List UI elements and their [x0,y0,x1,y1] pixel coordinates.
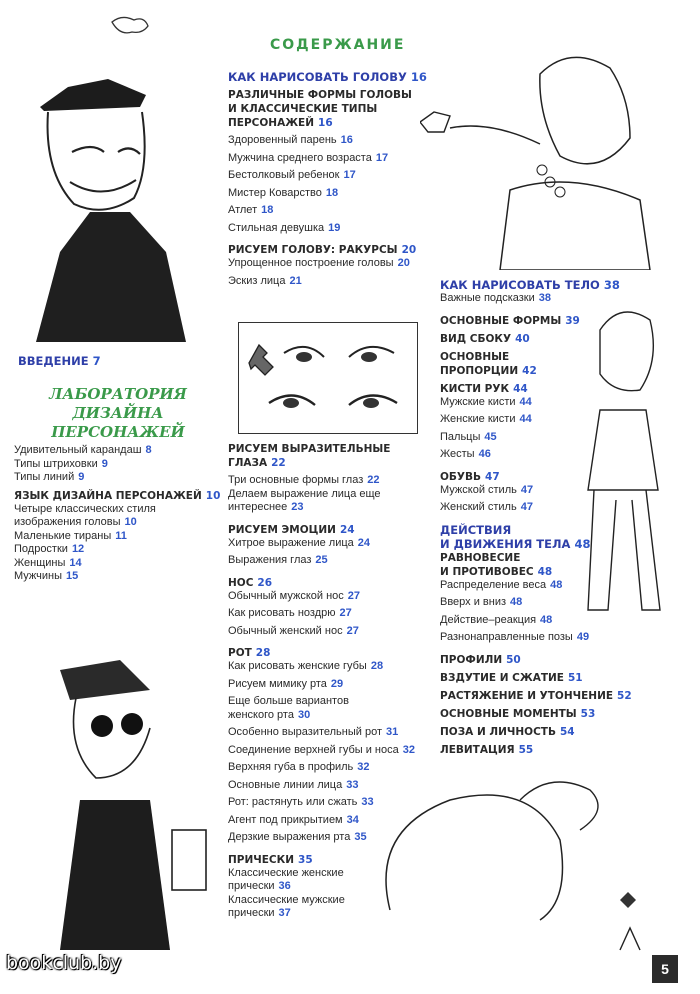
item-label: Мужчины [14,570,63,582]
item-page: 28 [370,660,384,672]
toc-item [228,474,415,488]
section-label: ОБУВЬ [440,470,482,483]
left-column [14,444,220,584]
item-label: Важные подсказки [440,292,535,304]
section-page: 26 [257,576,273,589]
item-label: Стильная девушка [228,221,325,234]
section-page: 48 [537,565,553,578]
subsection-heading [228,243,427,257]
eyes-sketch-icon [239,323,417,433]
item-page: 12 [71,543,85,555]
item-label: Пальцы [440,430,481,443]
item-page: 48 [550,578,563,591]
page-number: 5 [652,955,678,983]
item-label: Эскиз лица [228,274,286,287]
item-label: Соединение верхней губы и носа [228,743,399,756]
woman-with-gem-icon [420,50,670,270]
toc-item [228,222,427,236]
item-page: 38 [538,292,552,304]
item-label: Как рисовать женские губы [228,660,367,672]
section-label: РИСУЕМ ЭМОЦИИ [228,523,336,536]
item-label: Выражения глаз [228,554,312,566]
section-page: 10 [205,489,221,502]
subsection-heading [440,689,632,703]
section-page: 51 [567,671,583,684]
item-label: Хитрое выражение лица [228,536,354,549]
section-page: 54 [559,725,575,738]
toc-item [228,678,415,692]
lab-title-line: ЛАБОРАТОРИЯ [49,385,187,403]
section-page: 55 [518,743,534,756]
section-label: ЯЗЫК ДИЗАЙНА ПЕРСОНАЖЕЙ [14,489,202,502]
item-label: Жесты [440,448,475,460]
item-page: 35 [354,831,367,843]
section-label: ПРОФИЛИ [440,653,503,666]
section-heading [440,278,632,292]
section-label: ОСНОВНЫЕ МОМЕНТЫ [440,707,577,720]
item-label: Распределение веса [440,578,547,591]
intro-label: ВВЕДЕНИЕ [18,354,89,368]
subsection-heading [440,725,632,739]
man-with-sunglasses-icon [20,650,220,950]
section-label: ПРОПОРЦИИ [440,364,519,377]
item-label: женского рта [228,708,294,721]
item-label: Мужские кисти [440,395,516,408]
item-label: Рот: растянуть или сжать [228,796,358,808]
toc-title: СОДЕРЖАНИЕ [270,37,406,53]
item-page: 25 [315,554,328,566]
item-page: 33 [361,796,374,808]
section-page: 47 [485,470,500,483]
item-page: 44 [519,395,532,408]
item-page: 47 [520,483,534,496]
section-page: 20 [401,244,417,256]
section-page: 38 [603,278,620,292]
subsection-heading [228,456,415,470]
section-label: ГЛАЗА [228,457,268,469]
item-page: 20 [397,257,410,269]
section-page: 39 [565,314,580,327]
item-page: 19 [328,221,341,234]
item-label: прически [228,880,275,892]
section-label: ЛЕВИТАЦИЯ [440,743,515,756]
item-label: Еще больше вариантов [228,695,349,707]
item-label: Типы штриховки [14,457,98,470]
item-page: 18 [325,186,339,199]
section-label: ПЕРСОНАЖЕЙ [228,117,315,129]
section-label: РОТ [228,647,252,659]
toc-item [228,488,415,502]
subsection-heading [228,646,415,660]
subsection-heading: РАЗЛИЧНЫЕ ФОРМЫ ГОЛОВЫ [228,89,412,101]
item-label: Разнонаправленные позы [440,631,573,643]
section-page: 42 [522,364,537,377]
middle-column-top [228,70,427,288]
item-page: 23 [291,501,304,513]
item-page: 46 [478,448,491,460]
item-page: 47 [520,501,533,513]
section-label: КАК НАРИСОВАТЬ ГОЛОВУ [228,70,407,84]
item-page: 16 [340,134,353,146]
toc-item [228,744,415,758]
item-label: Обычный мужской нос [228,589,344,602]
toc-item [228,257,427,271]
standing-man-icon [560,300,680,640]
item-label: Здоровенный парень [228,134,337,146]
section-label: ПРИЧЕСКИ [228,853,295,866]
item-label: Особенно выразительный рот [228,726,382,738]
item-page: 32 [357,761,370,773]
item-page: 37 [278,907,291,919]
item-page: 27 [346,624,359,637]
section-label: ОСНОВНЫЕ ФОРМЫ [440,314,562,327]
item-page: 22 [367,474,380,486]
item-label: Женщины [14,556,66,569]
intro-page: 7 [92,354,101,368]
item-label: Обычный женский нос [228,624,343,637]
item-label: Упрощенное построение головы [228,257,394,269]
item-page: 48 [540,613,553,626]
toc-item [14,458,220,472]
toc-item [228,590,415,604]
item-label: Подростки [14,543,68,555]
section-label: КИСТИ РУК [440,382,510,395]
section-label: И ДВИЖЕНИЯ ТЕЛА [440,536,571,551]
item-page: 21 [289,274,302,287]
item-page: 17 [343,169,356,181]
item-label: Делаем выражение лица еще [228,487,381,500]
section-page: 28 [255,647,271,659]
section-heading: ДЕЙСТВИЯ [440,522,512,537]
item-page: 36 [278,880,291,892]
item-label: Классические мужские [228,893,345,906]
section-page: 16 [318,117,333,129]
item-label: прически [228,907,275,919]
section-page: 40 [515,332,530,345]
item-page: 10 [124,516,137,528]
subsection-heading [440,743,632,757]
item-page: 17 [375,151,389,164]
toc-item [228,134,427,148]
section-label: НОС [228,576,254,589]
toc-item [228,554,415,568]
item-page: 27 [347,589,361,602]
section-page: 50 [506,653,521,666]
item-label: Атлет [228,204,258,216]
item-label: Маленькие тираны [14,529,112,542]
section-label: ВЗДУТИЕ И СЖАТИЕ [440,671,564,684]
section-page: 44 [513,382,528,395]
item-label: Бестолковый ребенок [228,169,340,181]
subsection-heading [228,576,415,590]
toc-item [14,444,220,458]
item-label: Агент под прикрытием [228,813,343,826]
item-page: 33 [346,778,359,791]
watermark: bookclub.by [6,952,122,974]
section-page: 22 [271,457,286,469]
toc-item [228,204,427,218]
item-page: 48 [510,596,523,608]
item-page: 11 [115,529,127,542]
toc-item [228,537,415,551]
item-label: Мужской стиль [440,483,517,496]
item-page: 8 [145,444,152,456]
item-page: 24 [357,536,371,549]
item-page: 29 [330,677,344,690]
section-page: 52 [617,689,632,702]
subsection-heading [228,523,415,537]
item-page: 9 [78,471,85,483]
section-heading [228,70,427,84]
toc-item [14,570,220,584]
item-label: изображения головы [14,516,121,528]
section-page: 24 [339,523,355,536]
toc-item [228,709,415,723]
item-label: Вверх и вниз [440,596,507,608]
item-label: Верхняя губа в профиль [228,761,354,773]
item-page: 34 [346,813,359,826]
toc-item [228,169,427,183]
toc-item [14,530,220,544]
section-page: 48 [574,536,591,551]
section-page: 35 [298,853,313,866]
item-page: 9 [101,457,108,470]
item-page: 18 [261,204,274,216]
toc-item [14,543,220,557]
toc-item [228,625,415,639]
item-label: Женский стиль [440,501,517,513]
section-page: 53 [580,707,596,720]
subsection-heading [228,116,427,130]
toc-item [228,501,415,515]
item-page: 30 [297,708,311,721]
toc-item [14,503,220,517]
lab-title [18,385,218,442]
villain-character-icon [20,12,190,342]
toc-item [228,726,415,740]
section-label: РАСТЯЖЕНИЕ И УТОНЧЕНИЕ [440,689,614,702]
item-label: Мистер Коварство [228,186,322,199]
item-page: 44 [519,413,532,425]
item-label: Три основные формы глаз [228,474,364,486]
subsection-heading: ОСНОВНЫЕ [440,350,510,363]
item-page: 27 [339,607,352,619]
subsection-heading [440,671,632,685]
subsection-heading: И КЛАССИЧЕСКИЕ ТИПЫ [228,103,378,115]
item-label: Типы линий [14,471,75,483]
toc-item [228,275,427,289]
item-page: 49 [576,631,590,643]
subsection-heading: РАВНОВЕСИЕ [440,551,521,564]
item-label: Четыре классических стиля [14,502,156,515]
item-page: 45 [484,430,497,443]
item-label: Удивительный карандаш [14,444,142,456]
item-label: Классические женские [228,866,344,879]
item-label: Женские кисти [440,413,516,425]
toc-item [14,471,220,485]
item-label: Дерзкие выражения рта [228,831,351,843]
toc-item [228,695,415,709]
item-page: 32 [402,743,415,756]
item-label: Как рисовать ноздрю [228,607,336,619]
item-page: 14 [69,556,82,569]
section-label: ПОЗА И ЛИЧНОСТЬ [440,725,556,738]
section-label: И ПРОТИВОВЕС [440,565,534,578]
subsection-heading [440,707,632,721]
item-label: Мужчина среднего возраста [228,151,372,164]
item-label: Основные линии лица [228,778,343,791]
eyes-illustration [238,322,418,434]
section-label: РИСУЕМ ГОЛОВУ: РАКУРСЫ [228,244,398,256]
curly-hair-woman-icon [370,760,660,960]
section-label: КАК НАРИСОВАТЬ ТЕЛО [440,278,600,292]
toc-item [228,187,427,201]
toc-item [228,660,415,674]
section-heading [14,489,220,503]
toc-item [228,607,415,621]
toc-item [228,152,427,166]
intro-entry [18,354,101,368]
lab-title-line: ДИЗАЙНА ПЕРСОНАЖЕЙ [51,404,185,441]
section-label: ВИД СБОКУ [440,332,512,345]
toc-item [14,516,220,530]
item-label: Действие–реакция [440,613,537,626]
item-label: Рисуем мимику рта [228,677,327,690]
toc-item [14,557,220,571]
subsection-heading: РИСУЕМ ВЫРАЗИТЕЛЬНЫЕ [228,443,391,455]
subsection-heading [440,653,632,667]
item-page: 31 [386,726,399,738]
item-label: интереснее [228,501,288,513]
section-page: 16 [410,70,427,84]
item-page: 15 [66,570,79,582]
